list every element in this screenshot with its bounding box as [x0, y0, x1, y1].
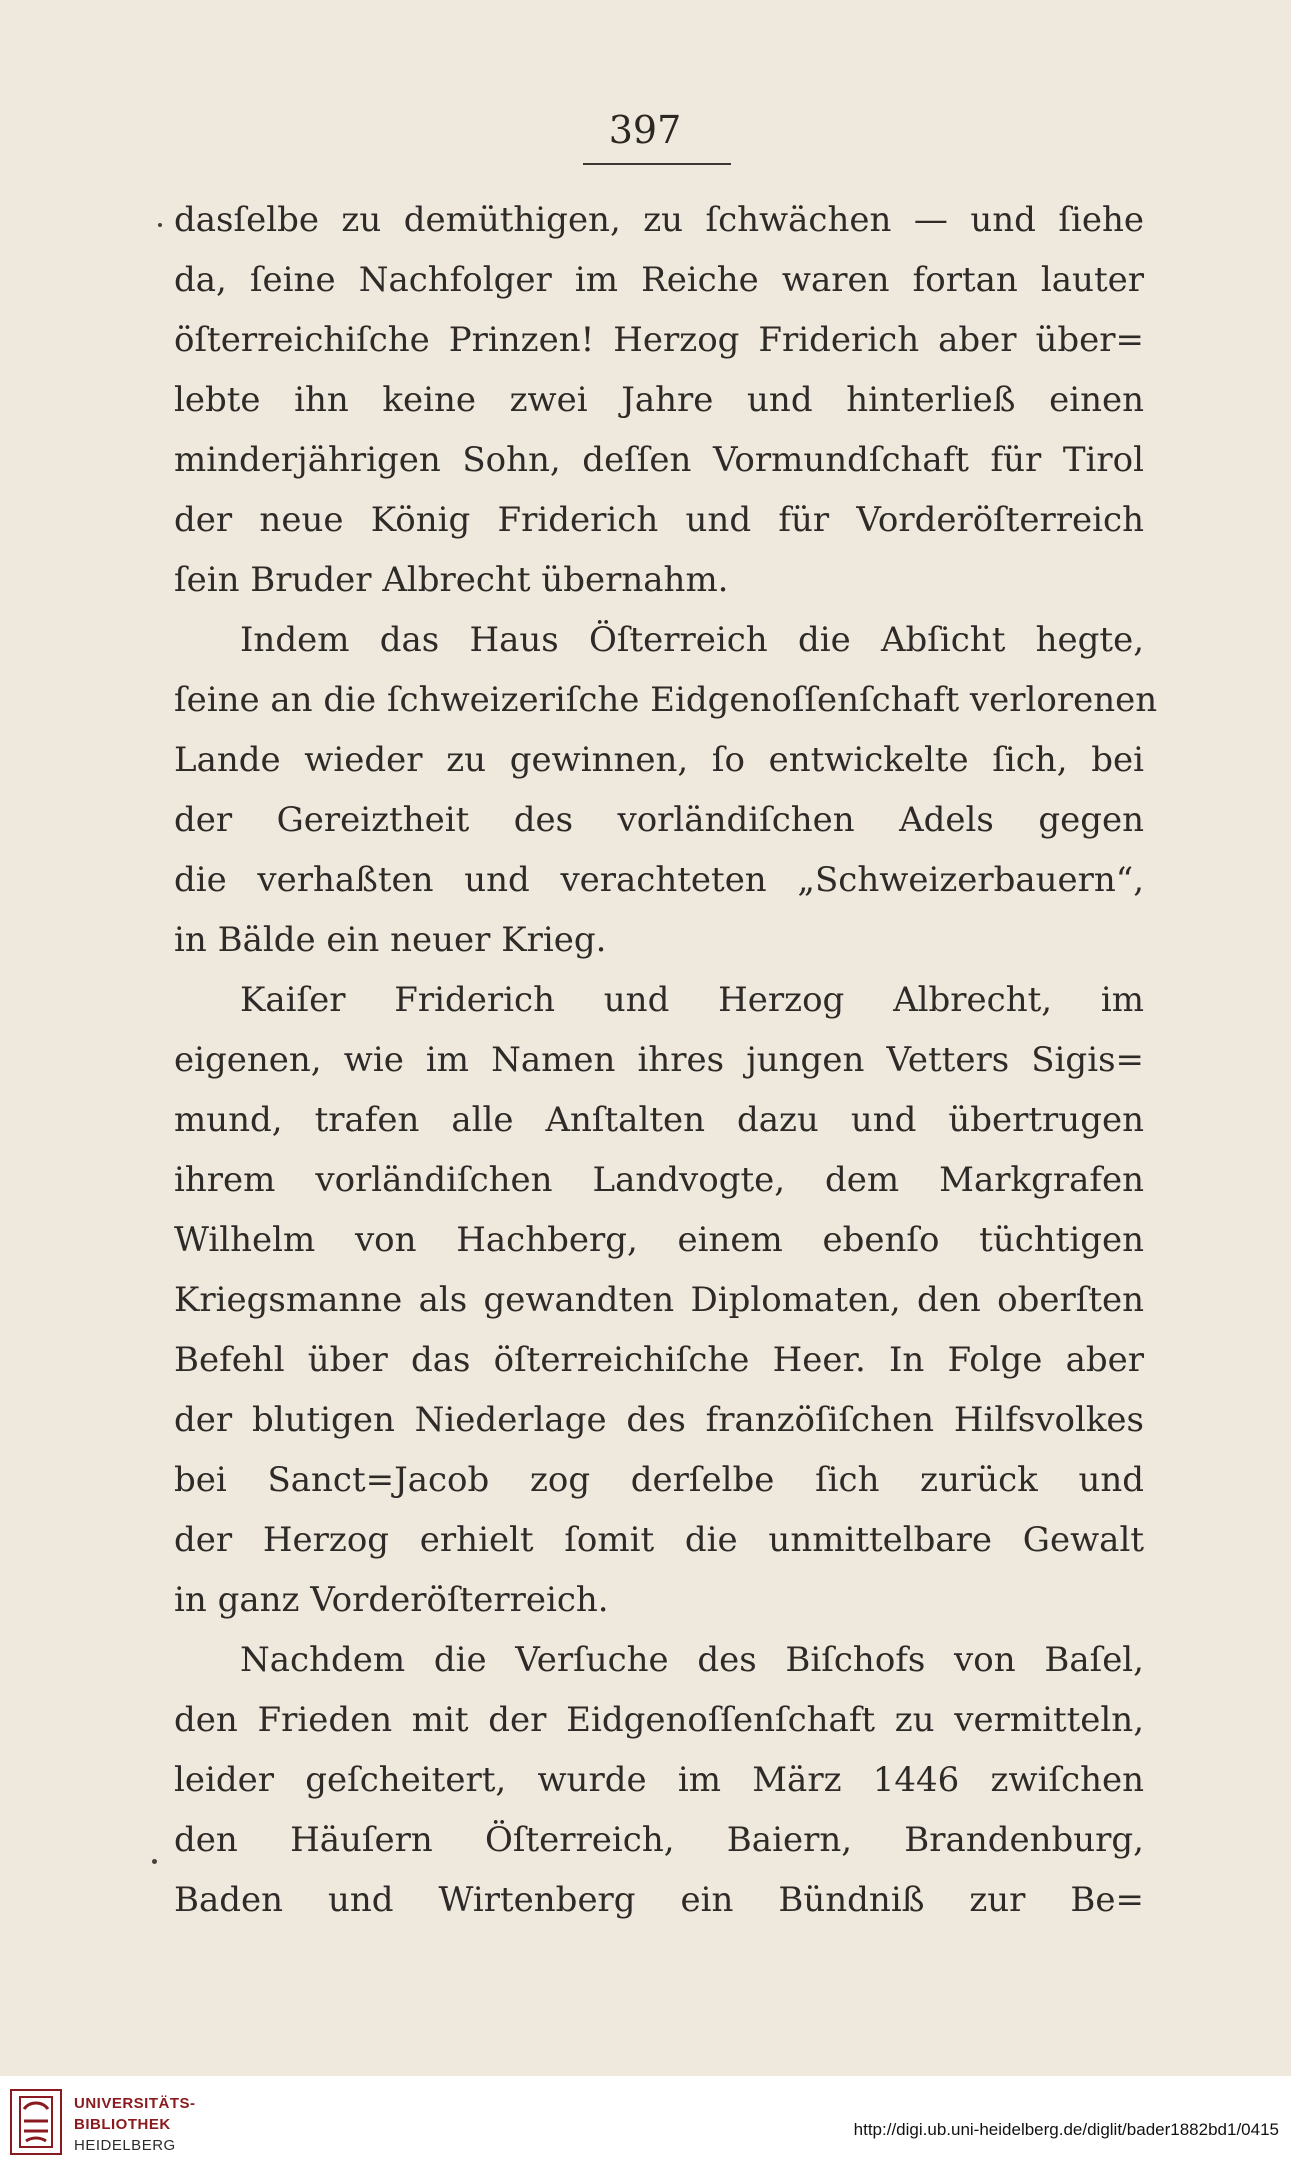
text-line: ſeine an die ſchweizeriſche Eidgenoſſenſchaft verlorenen	[174, 680, 1158, 720]
text-line: Befehl über das öſterreichiſche Heer. In Folge aber	[174, 1340, 1144, 1380]
text-line: lebte ihn keine zwei Jahre und hinterließ einen	[174, 380, 1144, 420]
text-line: ſein Bruder Albrecht übernahm.	[174, 560, 729, 600]
text-line: bei Sanct=Jacob zog derſelbe ſich zurück und	[174, 1460, 1144, 1500]
text-line: eigenen, wie im Namen ihres jungen Vetters Sigis=	[174, 1040, 1144, 1080]
text-line: die verhaßten und verachteten „Schweizerbauern“,	[174, 860, 1144, 900]
text-line: der Gereiztheit des vorländiſchen Adels gegen	[174, 800, 1144, 840]
paragraph-first-line: Indem das Haus Öſterreich die Abſicht hegte,	[240, 620, 1144, 660]
library-logo-text: UNIVERSITÄTS-	[74, 2095, 196, 2112]
text-line: den Frieden mit der Eidgenoſſenſchaft zu vermitteln,	[174, 1700, 1144, 1740]
library-logo-text: BIBLIOTHEK	[74, 2116, 171, 2133]
library-logo-text: HEIDELBERG	[74, 2137, 176, 2154]
text-line: Lande wieder zu gewinnen, ſo entwickelte ſich, bei	[174, 740, 1144, 780]
paragraph-first-line: Kaiſer Friderich und Herzog Albrecht, im	[240, 980, 1144, 1020]
text-line: Wilhelm von Hachberg, einem ebenſo tüchtigen	[174, 1220, 1144, 1260]
paragraph-first-line: Nachdem die Verſuche des Biſchofs von Baſel,	[240, 1640, 1144, 1680]
header-rule	[583, 163, 731, 165]
text-line: öſterreichiſche Prinzen! Herzog Friderich aber über=	[174, 320, 1144, 360]
text-line: der Herzog erhielt ſomit die unmittelbare Gewalt	[174, 1520, 1144, 1560]
text-line: ihrem vorländiſchen Landvogte, dem Markgrafen	[174, 1160, 1144, 1200]
text-line: den Häuſern Öſterreich, Baiern, Brandenburg,	[174, 1820, 1144, 1860]
text-line: der blutigen Niederlage des franzöſiſchen Hilfsvolkes	[174, 1400, 1144, 1440]
text-line: in Bälde ein neuer Krieg.	[174, 920, 607, 960]
text-line: minderjährigen Sohn, deſſen Vormundſchaft für Tirol	[174, 440, 1144, 480]
text-line: der neue König Friderich und für Vorderöſterreich	[174, 500, 1144, 540]
page-number: 397	[608, 108, 682, 152]
text-line: da, ſeine Nachfolger im Reiche waren fortan lauter	[174, 260, 1144, 300]
text-line: Baden und Wirtenberg ein Bündniß zur Be=	[174, 1880, 1144, 1920]
text-line: Kriegsmanne als gewandten Diplomaten, den oberſten	[174, 1280, 1144, 1320]
text-line: in ganz Vorderöſterreich.	[174, 1580, 609, 1620]
digitization-footer	[0, 2076, 1291, 2168]
text-line: dasſelbe zu demüthigen, zu ſchwächen — und ſiehe	[174, 200, 1144, 240]
text-line: mund, trafen alle Anſtalten dazu und übertrugen	[174, 1100, 1144, 1140]
heidelberg-university-library-logo	[10, 2089, 62, 2155]
text-line: leider geſcheitert, wurde im März 1446 zwiſchen	[174, 1760, 1144, 1800]
source-url[interactable]: http://digi.ub.uni-heidelberg.de/diglit/bader1882bd1/0415	[853, 2120, 1279, 2139]
